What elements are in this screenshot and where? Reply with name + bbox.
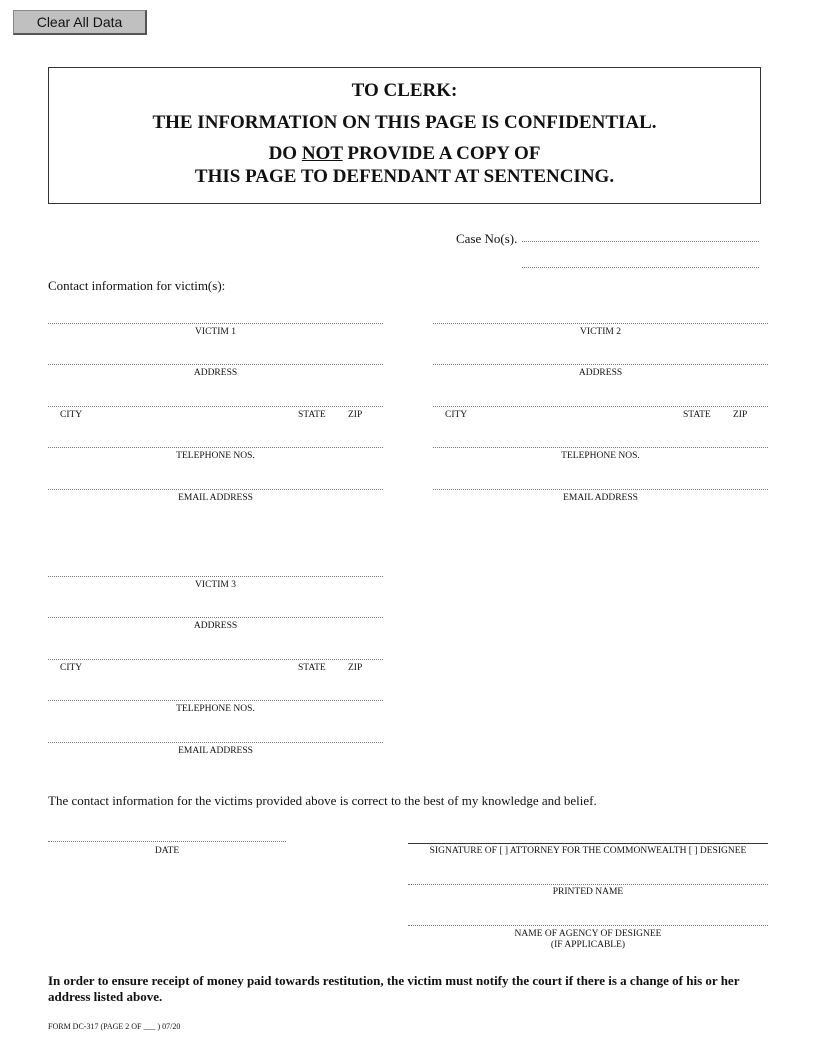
victim-3-email-input[interactable] — [48, 725, 383, 743]
victim-1-address-input[interactable] — [48, 347, 383, 365]
case-number-input-1[interactable] — [522, 224, 759, 242]
victim-3-address-input[interactable] — [48, 600, 383, 618]
agency-applicable-label: (IF APPLICABLE) — [550, 940, 626, 950]
victim-3-state-label: STATE — [298, 663, 326, 673]
agency-name-input[interactable] — [408, 908, 768, 926]
victim-3-city-label: CITY — [60, 663, 83, 673]
signature-field[interactable] — [408, 826, 768, 844]
victim-1-state-label: STATE — [298, 410, 326, 420]
victim-2-phone-label: TELEPHONE NOS. — [561, 451, 640, 461]
victim-2-email-input[interactable] — [433, 472, 768, 490]
victim-1-email-label: EMAIL ADDRESS — [178, 493, 253, 503]
victim-1-email-input[interactable] — [48, 472, 383, 490]
victim-3-phone-label: TELEPHONE NOS. — [176, 704, 255, 714]
victim-3-email-label: EMAIL ADDRESS — [178, 746, 253, 756]
victim-1-name-input[interactable] — [48, 306, 383, 324]
case-number-input-2[interactable] — [522, 250, 759, 268]
victim-3-name-input[interactable] — [48, 559, 383, 577]
victim-2-name-label: VICTIM 2 — [580, 327, 621, 337]
victim-2-zip-label: ZIP — [733, 410, 748, 420]
printed-name-input[interactable] — [408, 867, 768, 885]
victim-1-phone-label: TELEPHONE NOS. — [176, 451, 255, 461]
victim-2-address-input[interactable] — [433, 347, 768, 365]
victim-1-address-label: ADDRESS — [193, 368, 238, 378]
victim-3-zip-label: ZIP — [348, 663, 363, 673]
victim-3-city-input[interactable] — [48, 642, 383, 660]
victim-2-name-input[interactable] — [433, 306, 768, 324]
victim-2-email-label: EMAIL ADDRESS — [563, 493, 638, 503]
victim-3-name-label: VICTIM 3 — [195, 580, 236, 590]
victim-1-name-label: VICTIM 1 — [195, 327, 236, 337]
victim-2-phone-input[interactable] — [433, 430, 768, 448]
restitution-notice: In order to ensure receipt of money paid towards restitution, the victim must notify the court if there is a change of his or her address listed above. — [48, 973, 740, 1004]
victim-2-address-label: ADDRESS — [578, 368, 623, 378]
agency-label: NAME OF AGENCY OF DESIGNEE — [514, 929, 662, 939]
certification-text: The contact information for the victims provided above is correct to the best of my knowledge and belief. — [48, 793, 597, 808]
victim-1-city-input[interactable] — [48, 389, 383, 407]
notice-line-3 — [49, 143, 760, 165]
contact-heading: Contact information for victim(s): — [48, 278, 226, 293]
victim-1-zip-label: ZIP — [348, 410, 363, 420]
form-footer: FORM DC-317 (PAGE 2 OF ___ ) 07/20 — [48, 1022, 181, 1031]
notice-line-3-end: PROVIDE A COPY OF — [342, 143, 541, 164]
notice-line-1: TO CLERK: — [351, 80, 458, 101]
clear-all-data-button[interactable]: Clear All Data — [13, 10, 147, 35]
victim-1-phone-input[interactable] — [48, 430, 383, 448]
date-label: DATE — [154, 846, 180, 856]
notice-not-emphasis: NOT — [301, 143, 343, 164]
printed-name-label: PRINTED NAME — [552, 887, 624, 897]
case-number-label: Case No(s). — [456, 231, 518, 246]
victim-2-city-input[interactable] — [433, 389, 768, 407]
victim-2-city-label: CITY — [445, 410, 468, 420]
notice-line-2: THE INFORMATION ON THIS PAGE IS CONFIDENTIAL. — [152, 112, 657, 133]
confidential-notice-box — [48, 67, 761, 204]
notice-line-4: THIS PAGE TO DEFENDANT AT SENTENCING. — [194, 166, 615, 187]
date-input[interactable] — [48, 824, 286, 842]
signature-label: SIGNATURE OF [ ] ATTORNEY FOR THE COMMONWEALTH [ ] DESIGNEE — [429, 846, 747, 856]
victim-1-city-label: CITY — [60, 410, 83, 420]
notice-line-3-start: DO — [268, 143, 302, 164]
victim-2-state-label: STATE — [683, 410, 711, 420]
victim-3-address-label: ADDRESS — [193, 621, 238, 631]
victim-3-phone-input[interactable] — [48, 683, 383, 701]
